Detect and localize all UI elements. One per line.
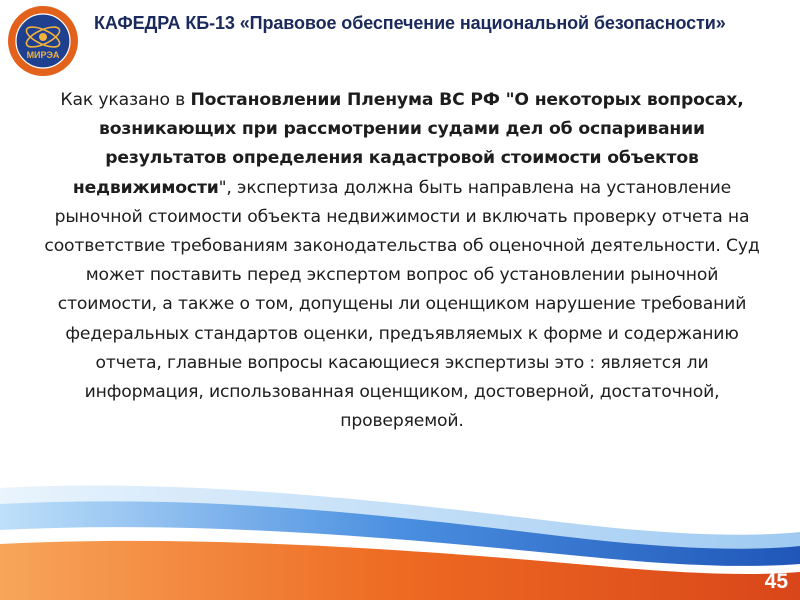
slide-header [0, 0, 800, 78]
page-number: 45 [764, 570, 788, 593]
footer-wave-decoration [0, 460, 800, 600]
mirea-logo [6, 4, 80, 78]
slide-title: КАФЕДРА КБ-13 «Правовое обеспечение национальной безопасности» [94, 13, 726, 33]
paragraph-bold-reference: Постановлении Пленума ВС РФ "О некоторых вопросах, возникающих при рассмотрении судами дел об оспаривании результатов определения кадастровой стоимости объектов недвижимости [72, 90, 744, 198]
logo-text: МИРЭА [26, 50, 60, 60]
paragraph-intro: Как указано в [60, 90, 191, 110]
main-paragraph [40, 86, 764, 436]
paragraph-rest: ", экспертиза должна быть направлена на установление рыночной стоимости объекта недвижимости и включать проверку отчета на соответствие требованиям законодательства об оценочной деятельности. Суд может поставить перед экспертом вопрос об установлении рыночной стоимости, а также о том, допущены ли оценщиком нарушение требований федеральных стандартов оценки, предъявляемых к форме и содержанию отчета, главные вопросы касающиеся экспертизы это : является ли информация, использованная оценщиком, достоверной, достаточной, проверяемой. [44, 177, 760, 432]
